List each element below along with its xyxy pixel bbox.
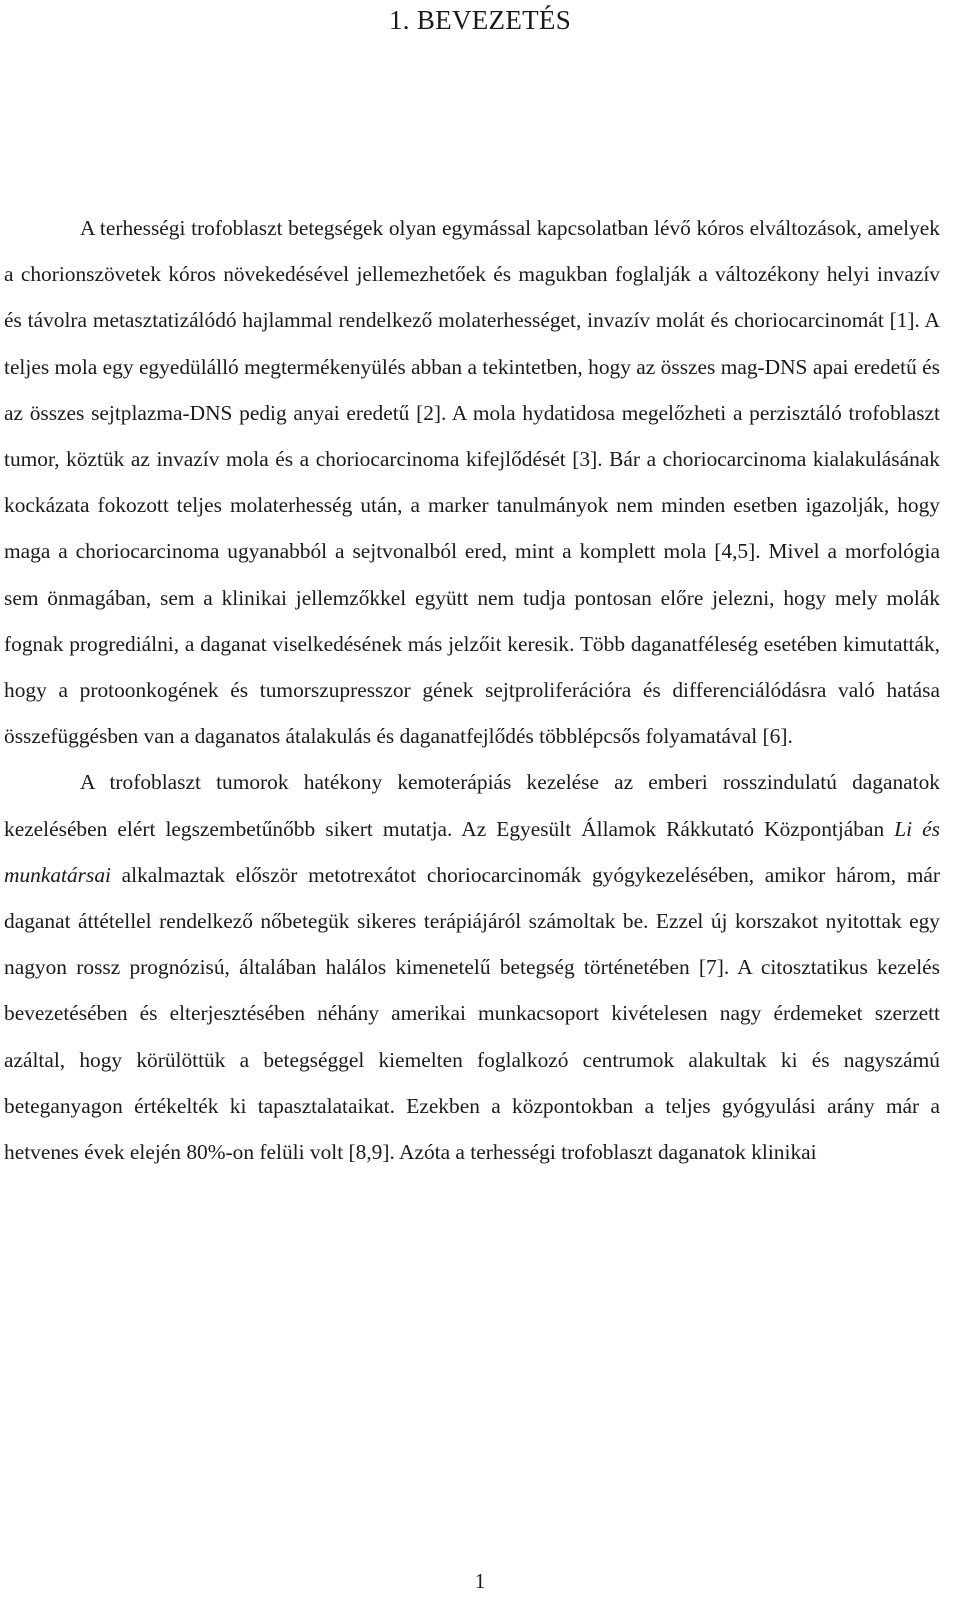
paragraph-treatment	[4, 759, 940, 1175]
italic-authors: Li és munkatársai	[4, 816, 940, 887]
paragraph-text-start: A trofoblaszt tumorok hatékony kemoterápiás kezelése az emberi rosszindulatú daganatok kezelésében elért legszembetűnőbb sikert mutatja. Az Egyesült Államok Rákkutató Központjában	[4, 770, 940, 841]
page-title: 1. BEVEZETÉS	[388, 5, 572, 35]
paragraph-intro: A terhességi trofoblaszt betegségek olyan egymással kapcsolatban lévő kóros elváltozások, amelyek a chorionszövetek kóros növekedésével jellemezhetőek és magukban foglalják a változékony helyi invazív és távolra metasztatizálódó hajlammal rendelkező molaterhességet, invazív molát és choriocarcinomát [1]. A teljes mola egy egyedülálló megtermékenyülés abban a tekintetben, hogy az összes mag-DNS apai eredetű és az összes sejtplazma-DNS pedig anyai eredetű [2]. A mola hydatidosa megelőzheti a perzisztáló trofoblaszt tumor, köztük az invazív mola és a choriocarcinoma kifejlődését [3]. Bár a choriocarcinoma kialakulásának kockázata fokozott teljes molaterhesség után, a marker tanulmányok nem minden esetben igazolják, hogy maga a choriocarcinoma ugyanabból a sejtvonalból ered, mint a komplett mola [4,5]. Mivel a morfológia sem önmagában, sem a klinikai jellemzőkkel együtt nem tudja pontosan előre jelezni, hogy mely molák fognak progrediálni, a daganat viselkedésének más jelzőit keresik. Több daganatféleség esetében kimutatták, hogy a protoonkogének és tumorszupresszor gének sejtproliferációra és differenciálódásra való hatása összefüggésben van a daganatos átalakulás és daganatfejlődés többlépcsős folyamatával [6].	[4, 216, 940, 749]
page-number: 1	[474, 1569, 486, 1593]
body-text	[4, 205, 940, 1175]
paragraph-text-end: alkalmaztak először metotrexátot choriocarcinomák gyógykezelésében, amikor három, már daganat áttétellel rendelkező nőbetegük sikeres terápiájáról számoltak be. Ezzel új korszakot nyitottak egy nagyon rossz prognózisú, általában halálos kimenetelű betegség történetében [7]. A citosztatikus kezelés bevezetésében és elterjesztésében néhány amerikai munkacsoport kivételesen nagy érdemeket szerzett azáltal, hogy körülöttük a betegséggel kiemelten foglalkozó centrumok alakultak ki és nagyszámú beteganyagon értékelték ki tapasztalataikat. Ezekben a központokban a teljes gyógyulási arány már a hetvenes évek elején 80%-on felüli volt [8,9]. Azóta a terhességi trofoblaszt daganatok klinikai	[4, 862, 940, 1165]
